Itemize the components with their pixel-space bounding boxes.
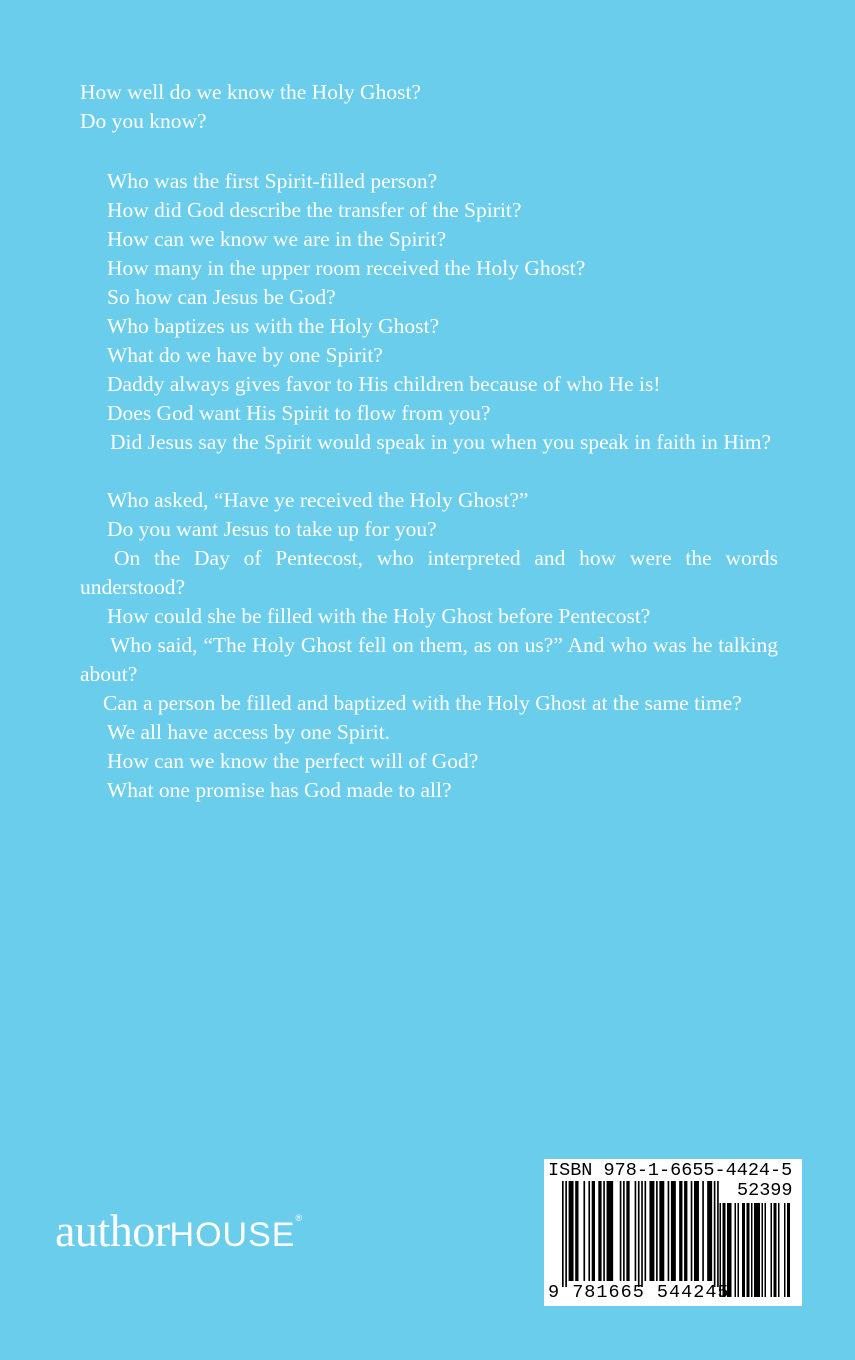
barcode-bar — [626, 1181, 629, 1281]
addon-barcode — [720, 1203, 791, 1297]
question-18: How can we know the perfect will of God? — [107, 749, 479, 773]
barcode-bar — [762, 1203, 764, 1297]
question-15: Who said, “The Holy Ghost fell on them, as on us?” And who was he talking about? — [80, 633, 778, 686]
barcode-bar — [679, 1181, 682, 1281]
barcode-bar — [717, 1181, 719, 1287]
barcode-bar — [607, 1181, 614, 1281]
question-1: Who was the first Spirit-filled person? — [107, 169, 438, 193]
question-9: Does God want His Spirit to flow from you? — [107, 401, 491, 425]
question-11: Who asked, “Have ye received the Holy Ghost?” — [107, 488, 529, 512]
barcode-bar — [565, 1181, 567, 1287]
question-10: Did Jesus say the Spirit would speak in you when you speak in faith in Him? — [110, 430, 772, 454]
question-2: How did God describe the transfer of the Spirit? — [107, 198, 522, 222]
barcode-bar — [765, 1203, 767, 1297]
registered-mark: ® — [295, 1213, 303, 1223]
barcode-bar — [684, 1181, 687, 1281]
intro-line-1: How well do we know the Holy Ghost? — [80, 80, 421, 104]
question-3: How can we know we are in the Spirit? — [107, 227, 447, 251]
barcode-bar — [569, 1181, 574, 1281]
barcode-bar — [771, 1203, 773, 1297]
logo-house-text: HOUSE — [169, 1216, 296, 1254]
barcode-bar — [787, 1203, 790, 1297]
price-code: 52399 — [737, 1180, 793, 1201]
question-7: What do we have by one Spirit? — [107, 343, 383, 367]
barcode-bar — [778, 1203, 780, 1297]
question-12: Do you want Jesus to take up for you? — [107, 517, 437, 541]
barcode-bar — [562, 1181, 564, 1287]
isbn-barcode-box — [544, 1159, 802, 1306]
barcode-bar — [603, 1181, 605, 1281]
barcode-bar — [575, 1181, 578, 1281]
barcode-bar — [691, 1181, 693, 1281]
barcode-bar — [774, 1203, 777, 1297]
barcode-bar — [735, 1203, 737, 1297]
question-5: So how can Jesus be God? — [107, 285, 336, 309]
barcode-bar — [747, 1203, 750, 1297]
barcode-bar — [694, 1181, 699, 1281]
question-8: Daddy always gives favor to His children because of who He is! — [107, 372, 661, 396]
barcode-bar — [671, 1181, 676, 1281]
barcode-bar — [583, 1181, 585, 1281]
barcode-bar — [620, 1181, 622, 1281]
barcode-bar — [623, 1181, 625, 1281]
barcode-bar — [702, 1181, 704, 1281]
barcode-bar — [751, 1203, 753, 1297]
question-19: What one promise has God made to all? — [107, 778, 452, 802]
question-16: Can a person be filled and baptized with the Holy Ghost at the same time? — [103, 691, 742, 715]
question-17: We all have access by one Spirit. — [107, 720, 391, 744]
barcode-bar — [754, 1203, 760, 1297]
barcode-bar — [738, 1203, 740, 1297]
barcode-bar — [641, 1181, 643, 1287]
question-14: How could she be filled with the Holy Ghost before Pentecost? — [107, 604, 651, 628]
question-6: Who baptizes us with the Holy Ghost? — [107, 314, 440, 338]
barcode-bar — [635, 1181, 637, 1281]
barcode-bar — [592, 1181, 595, 1281]
intro-line-2: Do you know? — [80, 109, 207, 133]
publisher-logo — [55, 1205, 303, 1256]
barcode-bar — [784, 1203, 786, 1297]
ean-digits: 9 781665 544245 — [548, 1282, 730, 1303]
barcode-bar — [714, 1181, 716, 1287]
barcode-bar — [638, 1181, 640, 1287]
barcode-bar — [742, 1203, 745, 1297]
isbn-text: ISBN 978-1-6655-4424-5 — [548, 1160, 793, 1181]
barcode-bar — [656, 1181, 658, 1281]
barcode-bar — [588, 1181, 590, 1281]
question-4: How many in the upper room received the Holy Ghost? — [107, 256, 586, 280]
logo-author-text: author — [55, 1205, 170, 1256]
question-13: On the Day of Pentecost, who interpreted and how were the words understood? — [80, 546, 778, 599]
barcode-bar — [645, 1181, 647, 1281]
barcode-bar — [668, 1181, 670, 1281]
barcode-bar — [659, 1181, 664, 1281]
ean-barcode — [562, 1181, 719, 1287]
barcode-bar — [598, 1181, 601, 1281]
barcode-bar — [649, 1181, 654, 1281]
barcode-bar — [707, 1181, 712, 1281]
